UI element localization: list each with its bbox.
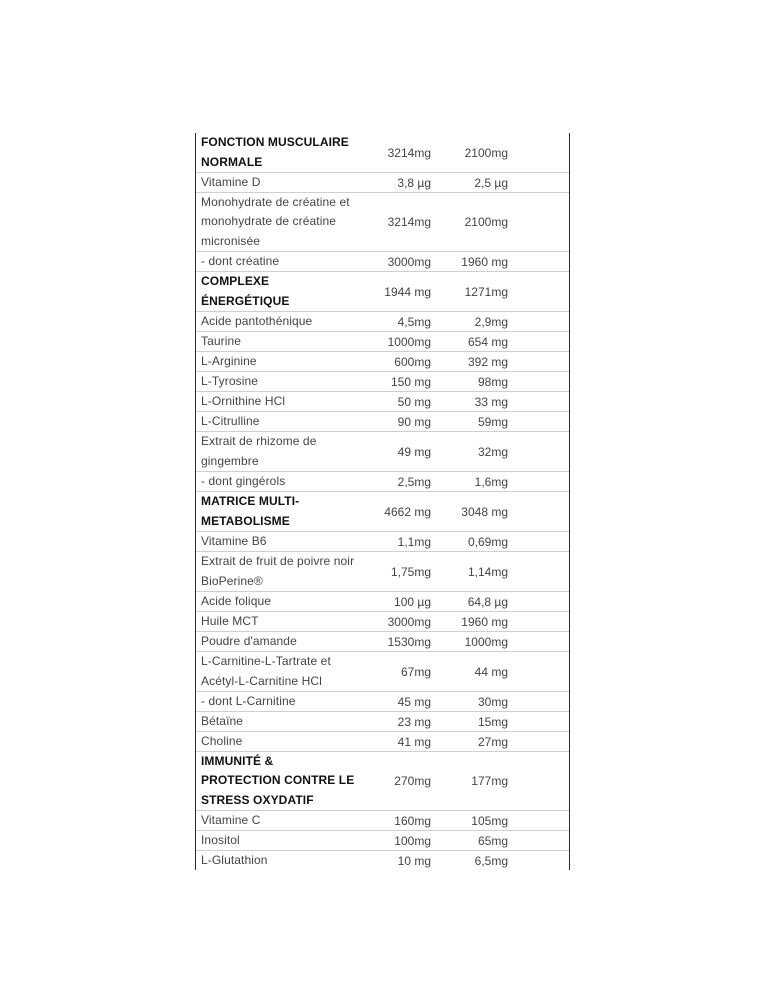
section-row bbox=[196, 133, 569, 173]
amount-per-100g: 2,5 µg bbox=[474, 175, 508, 190]
amount-per-100g: 15mg bbox=[477, 714, 508, 729]
ingredient-name: Vitamine D bbox=[201, 174, 261, 189]
table-row bbox=[196, 532, 569, 552]
section-row bbox=[196, 272, 569, 312]
ingredient-name: Inositol bbox=[201, 832, 240, 847]
section-row bbox=[196, 492, 569, 532]
ingredient-name: Poudre d'amande bbox=[201, 633, 297, 648]
amount-per-100g: 392 mg bbox=[467, 354, 508, 369]
amount-per-100g: 44 mg bbox=[474, 664, 508, 679]
ingredient-name: Huile MCT bbox=[201, 613, 259, 628]
ingredient-name: - dont L-Carnitine bbox=[201, 693, 296, 708]
table-row bbox=[196, 352, 569, 372]
table-row bbox=[196, 732, 569, 752]
section-row bbox=[196, 752, 569, 811]
amount-per-serving: 4,5mg bbox=[397, 314, 431, 329]
amount-per-100g: 98mg bbox=[477, 374, 508, 389]
table-row bbox=[196, 412, 569, 432]
table-row bbox=[196, 392, 569, 412]
amount-per-serving: 1530mg bbox=[387, 634, 431, 649]
amount-per-100g: 0,69mg bbox=[467, 534, 508, 549]
table-row bbox=[196, 811, 569, 831]
amount-per-serving: 1000mg bbox=[387, 334, 431, 349]
table-row bbox=[196, 173, 569, 193]
ingredient-name: L-Carnitine-L-Tartrate et Acétyl-L-Carnitine HCl bbox=[201, 654, 331, 688]
amount-per-serving: 1,1mg bbox=[397, 534, 431, 549]
ingredient-name: Taurine bbox=[201, 333, 242, 348]
table-row bbox=[196, 712, 569, 732]
table-row bbox=[196, 831, 569, 851]
ingredient-name: L-Arginine bbox=[201, 353, 257, 368]
amount-per-100g: 1960 mg bbox=[461, 254, 508, 269]
amount-per-serving: 67mg bbox=[400, 664, 431, 679]
section-title: IMMUNITÉ & PROTECTION CONTRE LE STRESS OXYDATIF bbox=[201, 753, 355, 807]
amount-per-100g: 64,8 µg bbox=[467, 594, 508, 609]
table-row bbox=[196, 193, 569, 252]
amount-per-100g: 654 mg bbox=[467, 334, 508, 349]
section-title: MATRICE MULTI-METABOLISME bbox=[201, 494, 300, 528]
amount-per-100g: 1271mg bbox=[464, 284, 508, 299]
ingredient-name: Acide folique bbox=[201, 593, 272, 608]
amount-per-serving: 90 mg bbox=[397, 414, 431, 429]
amount-per-serving: 600mg bbox=[394, 354, 431, 369]
ingredient-name: Vitamine C bbox=[201, 812, 261, 827]
ingredient-name: L-Tyrosine bbox=[201, 373, 259, 388]
amount-per-serving: 49 mg bbox=[397, 444, 431, 459]
amount-per-100g: 6,5mg bbox=[474, 853, 508, 868]
amount-per-serving: 270mg bbox=[394, 774, 431, 788]
amount-per-100g: 1,14mg bbox=[467, 564, 508, 579]
ingredient-name: L-Citrulline bbox=[201, 413, 260, 428]
amount-per-serving: 3000mg bbox=[387, 254, 431, 269]
table-row bbox=[196, 632, 569, 652]
table-row bbox=[196, 552, 569, 592]
amount-per-100g: 30mg bbox=[477, 694, 508, 709]
table-row bbox=[196, 851, 569, 870]
amount-per-100g: 3048 mg bbox=[461, 504, 508, 519]
amount-per-serving: 23 mg bbox=[397, 714, 431, 729]
amount-per-serving: 3,8 µg bbox=[397, 175, 431, 190]
table-row bbox=[196, 652, 569, 692]
amount-per-100g: 33 mg bbox=[474, 394, 508, 409]
amount-per-serving: 150 mg bbox=[390, 374, 431, 389]
amount-per-serving: 2,5mg bbox=[397, 474, 431, 489]
section-title: COMPLEXE ÉNERGÉTIQUE bbox=[201, 274, 290, 308]
amount-per-100g: 105mg bbox=[471, 813, 508, 828]
amount-per-100g: 1,6mg bbox=[474, 474, 508, 489]
amount-per-serving: 3214mg bbox=[387, 215, 431, 229]
amount-per-100g: 2100mg bbox=[464, 145, 508, 160]
table-row bbox=[196, 472, 569, 492]
amount-per-serving: 41 mg bbox=[397, 734, 431, 749]
amount-per-serving: 50 mg bbox=[397, 394, 431, 409]
table-row bbox=[196, 592, 569, 612]
ingredient-name: Acide pantothénique bbox=[201, 313, 313, 328]
amount-per-100g: 59mg bbox=[477, 414, 508, 429]
amount-per-100g: 1000mg bbox=[464, 634, 508, 649]
ingredient-name: Choline bbox=[201, 733, 243, 748]
amount-per-100g: 177mg bbox=[471, 774, 508, 788]
ingredient-name: - dont créatine bbox=[201, 253, 280, 268]
section-title: FONCTION MUSCULAIRE NORMALE bbox=[201, 135, 349, 169]
amount-per-100g: 2100mg bbox=[464, 215, 508, 229]
amount-per-serving: 1944 mg bbox=[384, 284, 431, 299]
ingredient-name: Monohydrate de créatine et monohydrate de créatine micronisée bbox=[201, 194, 350, 248]
amount-per-serving: 4662 mg bbox=[384, 504, 431, 519]
ingredient-name: Extrait de rhizome de gingembre bbox=[201, 434, 317, 468]
amount-per-serving: 1,75mg bbox=[390, 564, 431, 579]
table-row bbox=[196, 432, 569, 472]
amount-per-serving: 100 µg bbox=[394, 594, 431, 609]
amount-per-serving: 3214mg bbox=[387, 145, 431, 160]
amount-per-serving: 3000mg bbox=[387, 614, 431, 629]
amount-per-100g: 32mg bbox=[477, 444, 508, 459]
amount-per-serving: 160mg bbox=[394, 813, 431, 828]
ingredient-name: L-Ornithine HCl bbox=[201, 393, 286, 408]
amount-per-serving: 100mg bbox=[394, 833, 431, 848]
table-row bbox=[196, 372, 569, 392]
table-row bbox=[196, 692, 569, 712]
ingredient-name: Vitamine B6 bbox=[201, 533, 267, 548]
nutrition-rows bbox=[196, 133, 569, 870]
amount-per-100g: 27mg bbox=[477, 734, 508, 749]
ingredient-name: Bétaïne bbox=[201, 713, 244, 728]
ingredient-name: L-Glutathion bbox=[201, 852, 268, 867]
table-row bbox=[196, 312, 569, 332]
amount-per-100g: 1960 mg bbox=[461, 614, 508, 629]
amount-per-100g: 2,9mg bbox=[474, 314, 508, 329]
table-row bbox=[196, 332, 569, 352]
amount-per-100g: 65mg bbox=[477, 833, 508, 848]
ingredient-name: - dont gingérols bbox=[201, 473, 286, 488]
table-row bbox=[196, 252, 569, 272]
nutrition-table bbox=[195, 133, 570, 870]
amount-per-serving: 45 mg bbox=[397, 694, 431, 709]
table-row bbox=[196, 612, 569, 632]
amount-per-serving: 10 mg bbox=[397, 853, 431, 868]
ingredient-name: Extrait de fruit de poivre noir BioPerine® bbox=[201, 554, 355, 588]
